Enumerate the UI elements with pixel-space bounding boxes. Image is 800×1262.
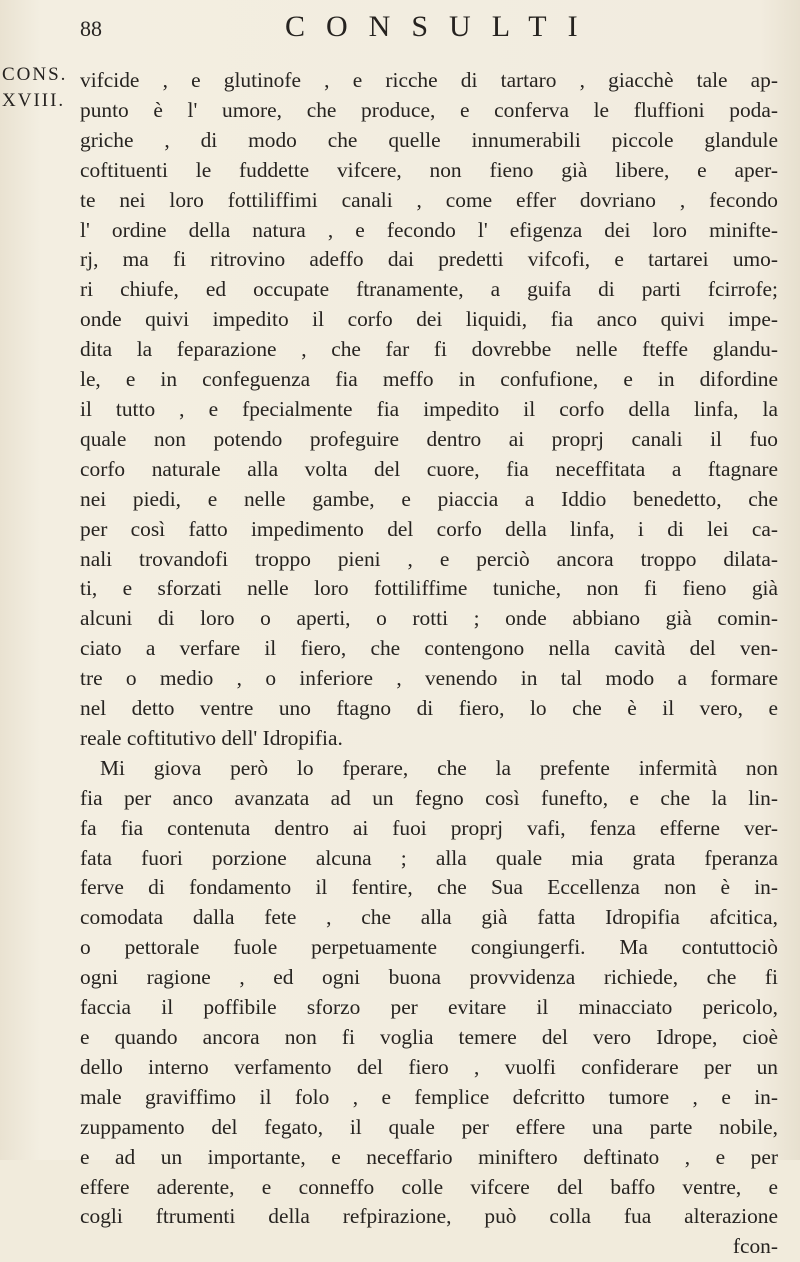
catchword: fcon-: [732, 1234, 778, 1259]
text-line: ri chiufe, ed occupate ftranamente, a guifa di parti fcirrofe;: [80, 277, 778, 302]
marginal-note: [2, 62, 67, 114]
paragraph-end-line: reale coftitutivo dell' Idropifia.: [80, 725, 343, 750]
text-line: nel detto ventre uno ftagno di fiero, lo che è il vero, e: [80, 696, 778, 721]
text-line: il tutto , e fpecialmente fia impedito il corfo della linfa, la: [80, 396, 778, 421]
running-title: CONSULTI: [285, 10, 599, 43]
text-line: coftituenti le fuddette vifcere, non fieno già libere, e aper-: [80, 157, 778, 182]
text-line: dita la feparazione , che far fi dovrebbe nelle fteffe glandu-: [80, 337, 778, 362]
text-line: rj, ma fi ritrovino adeffo dai predetti vifcofi, e tartarei umo-: [80, 247, 778, 272]
page-number: 88: [80, 16, 102, 41]
text-line: faccia il poffibile sforzo per evitare il minacciato pericolo,: [80, 995, 778, 1020]
text-line: vifcide , e glutinofe , e ricche di tartaro , giacchè tale ap-: [80, 68, 778, 92]
text-line: le, e in confeguenza fia meffo in confufione, e in difordine: [80, 367, 778, 392]
text-line: fata fuori porzione alcuna ; alla quale mia grata fperanza: [80, 845, 778, 870]
text-line: comodata dalla fete , che alla già fatta Idropifia afcitica,: [80, 905, 778, 930]
text-line: griche , di modo che quelle innumerabili piccole glandule: [80, 127, 778, 152]
text-line: ti, e sforzati nelle loro fottiliffime tuniche, non fi fieno già: [80, 576, 778, 601]
text-line: male graviffimo il folo , e femplice defcritto tumore , e in-: [80, 1084, 778, 1109]
text-line: l' ordine della natura , e fecondo l' efigenza dei loro minifte-: [80, 217, 778, 242]
text-line: punto è l' umore, che produce, e conferva le fluffioni poda-: [80, 97, 778, 122]
marginal-note-line: XVIII.: [2, 90, 66, 111]
text-line: nali trovandofi troppo pieni , e perciò ancora troppo dilata-: [80, 546, 778, 571]
text-line: corfo naturale alla volta del cuore, fia neceffitata a ftagnare: [80, 456, 778, 481]
text-line: o pettorale fuole perpetuamente congiungerfi. Ma contuttociò: [80, 935, 778, 960]
text-line: e ad un importante, e neceffario miniftero deftinato , e per: [80, 1144, 778, 1169]
text-line: dello interno verfamento del fiero , vuolfi confiderare per un: [80, 1054, 778, 1079]
text-line: quale non potendo profeguire dentro ai proprj canali il fuo: [80, 426, 778, 451]
text-line: fa fia contenuta dentro ai fuoi proprj vafi, fenza efferne ver-: [80, 815, 778, 840]
text-line: fia per anco avanzata ad un fegno così funefto, e che la lin-: [80, 785, 778, 810]
body-text: [80, 66, 778, 1262]
text-line: nei piedi, e nelle gambe, e piaccia a Iddio benedetto, che: [80, 486, 778, 511]
text-line: effere aderente, e conneffo colle vifcere del baffo ventre, e: [80, 1174, 778, 1199]
text-line: ciato a verfare il fiero, che contengono nella cavità del ven-: [80, 636, 778, 661]
text-line: zuppamento del fegato, il quale per effere una parte nobile,: [80, 1114, 778, 1139]
text-line: onde quivi impedito il corfo dei liquidi, fia anco quivi impe-: [80, 307, 778, 332]
running-head: [0, 6, 800, 46]
text-line: e quando ancora non fi voglia temere del vero Idrope, cioè: [80, 1025, 778, 1049]
text-line: cogli ftrumenti della refpirazione, può colla fua alterazione: [80, 1204, 778, 1229]
text-line: alcuni di loro o aperti, o rotti ; onde abbiano già comin-: [80, 606, 778, 631]
marginal-note-line: CONS.: [2, 64, 68, 85]
text-line: ogni ragione , ed ogni buona provvidenza richiede, che fi: [80, 965, 778, 990]
text-line: te nei loro fottiliffimi canali , come effer dovriano , fecondo: [80, 187, 778, 212]
text-line: per così fatto impedimento del corfo della linfa, i di lei ca-: [80, 516, 778, 541]
text-line: tre o medio , o inferiore , venendo in tal modo a formare: [80, 666, 778, 691]
text-line: ferve di fondamento il fentire, che Sua Eccellenza non è in-: [80, 875, 778, 900]
paragraph-start-line: Mi giova però lo fperare, che la prefente infermità non: [100, 755, 778, 780]
